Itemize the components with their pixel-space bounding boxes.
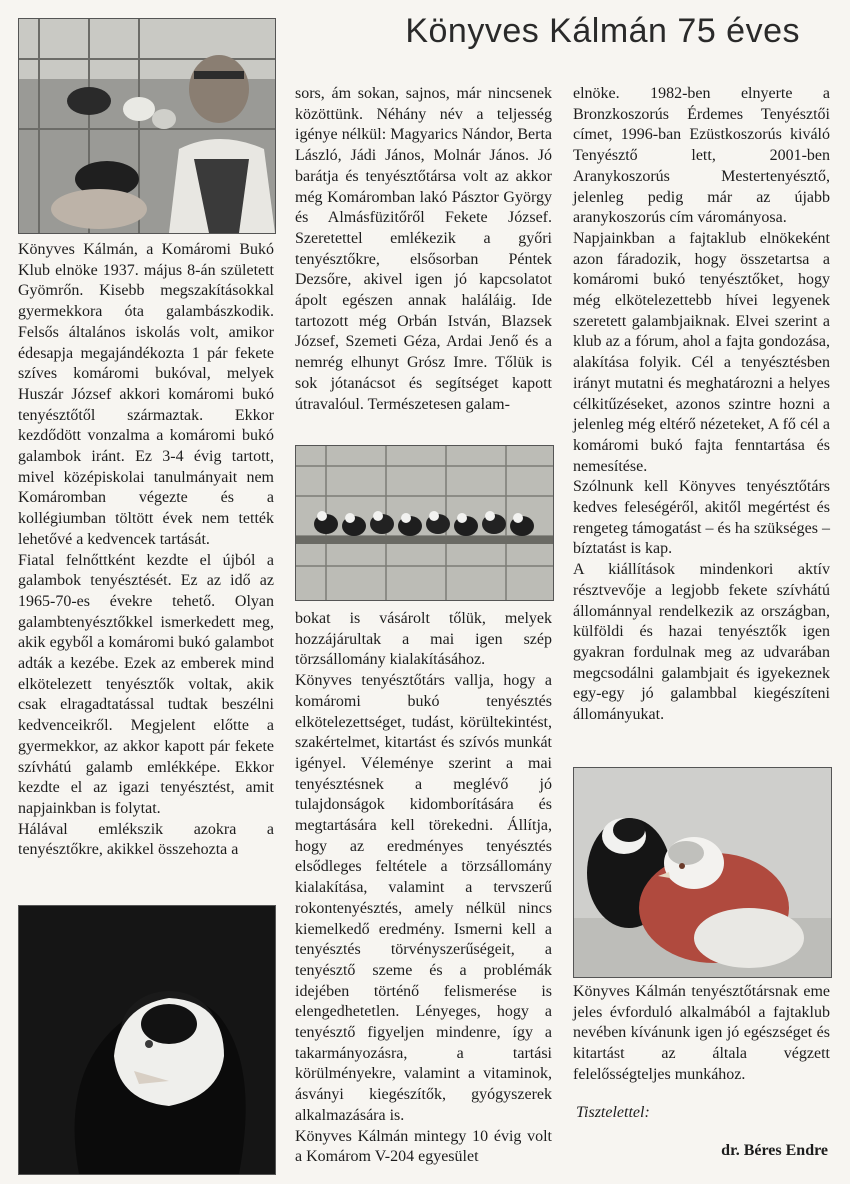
paragraph: Napjainkban a fajtaklub elnökeként azon fáradozik, hogy összetartsa a komáromi bukó tenyésztőket, hogy még elkötelezettebb hívei legyenek szeretett galambjaiknak. Elvei szerint a klub az a fórum, ahol a fajta gondozása, alakítása folyik. Cél a tenyésztésben irányt mutatni és meghatározni a helyes célkitűzéseket, azonos szintre hozni a jelenleg még eltérő nézeteket, A fő cél a komáromi bukó fajta fenntartása és nemesítése. xyxy=(573,229,830,475)
paragraph: elnöke. 1982-ben elnyerte a Bronzkoszorús Érdemes Tenyésztői címet, 1996-ban Ezüstkoszorús kiváló Tenyésztő lett, 2001-ben Aranykoszorús Mestertenyésztő, jelenleg pedig már az újabb aranykoszorús cím várományosa. xyxy=(573,85,830,227)
article-title: Könyves Kálmán 75 éves xyxy=(405,12,800,50)
article-column-2-top xyxy=(295,84,552,415)
photo-pigeon-head xyxy=(18,905,276,1175)
paragraph: A kiállítások mindenkori aktív résztvevője a legjobb fekete szívhátú állománnyal rendelkezik az országban, külföldi és hazai tenyésztők igen gyakran fordulnak meg az udvarában megcsodálni galambjait és igyekeznek egy-egy jó galambbal kiegészíteni állományukat. xyxy=(573,561,830,724)
article-column-2-bottom xyxy=(295,609,552,1168)
article-column-3 xyxy=(573,84,830,726)
photo-pigeons-in-loft xyxy=(295,445,554,601)
paragraph: sors, ám sokan, sajnos, már nincsenek közöttünk. Néhány név a teljesség igénye nélkül: Magyarics Nándor, Berta László, Jádi János, Molnár János. Jó barátja és tenyésztőtársa volt az akkor még Komáromban lakó Pásztor György és Almásfüzitőről Fekete József. Szeretettel emlékezik a győri tenyésztőkre, elsősorban Péntek Dezsőre, akivel igen jó kapcsolatot ápolt egészen annak haláláig. Ide tartozott még Orbán István, Blazsek József, Szemeti Géza, Ardai Jenő és a nemrég elhunyt Grósz Imre. Tőlük is sok jótanácsot és segítséget kapott útravalóul. Természetesen galam- xyxy=(295,85,552,413)
paragraph: Szólnunk kell Könyves tenyésztőtárs kedves feleségéről, akitől megértést és rengeteg támogatást – és ha szükséges – bíztatást is kap. xyxy=(573,478,830,558)
author-name: dr. Béres Endre xyxy=(721,1142,828,1159)
closing-paragraph: Könyves Kálmán tenyésztőtársnak eme jeles évforduló alkalmából a fajtaklub nevében kívánunk igen jó egészséget és kitartást az általa végzett felelősségteljes munkához. xyxy=(573,983,830,1083)
photo-pigeon-pair xyxy=(573,767,832,978)
paragraph: Könyves tenyésztőtárs vallja, hogy a komáromi bukó tenyésztés elkötelezettséget, tudást, körültekintést, szakértelmet, kitartást és szívós munkát igényel. Véleménye szerint a mai tenyésztésnek a meglévő jó tulajdonságok kidomborítására és megtartására kell törekedni. Állítja, hogy az eredményes tenyésztés elsődleges feltétele a törzsállomány kialakítása, valamint a tervszerű rokontenyésztés, amely nélkül nincs kiemelkedő eredmény. Ismerni kell a tenyésztés törvényszerűségeit, a tenyésztő szeme és a problémák idejében történő felismerése is elengedhetetlen. Lényeges, hogy a tenyésztő figyeljen mindenre, így a takarmányozásra, a tartási körülményekre, valamint a vitaminok, ásványi kiegészítők, gyógyszerek alkalmazására is. xyxy=(295,672,552,1124)
paragraph: Fiatal felnőttként kezdte el újból a galambok tenyésztését. Ez az idő az 1965-70-es évekre tehető. Olyan galambtenyésztőkkel ismerkedett meg, akik egyből a komáromi bukó galambot adták a kezébe. Ezek az emberek mind elkötelezett tenyésztők voltak, akik csak elragadtatással tudtak beszélni kedvenceikről. Megjelent előtte a gyermekkor, az akkor kapott pár fekete szívhátú galamb emlékképe. Ekkor kezdte el az igazi tenyésztést, amit napjainkban is folytat. xyxy=(18,551,274,817)
paragraph: Könyves Kálmán, a Komáromi Bukó Klub elnöke 1937. május 8-án született Gyömrőn. Kisebb megszakításokkal gyermekkora óta galambászkodik. Felsős általános iskolás volt, amikor édesapja megajándékozta 1 pár fekete szíves komáromi bukóval, melyek Huszár József akkori komáromi bukó tenyésztőtől származtak. Ekkor kezdődött vonzalma a komáromi bukó galambok iránt. Ez 3-4 évig tartott, mivel középiskolai tanulmányait nem Komáromban végezte és a kollégiumban töltött évek nem tették lehetővé a kedvencek tartását. xyxy=(18,241,274,548)
signoff: Tisztelettel: xyxy=(576,1104,650,1121)
article-column-1 xyxy=(18,240,274,861)
paragraph: Hálával emlékszik azokra a tenyésztőkre, akikkel összehozta a xyxy=(18,820,274,859)
paragraph: bokat is vásárolt tőlük, melyek hozzájárultak a mai igen szép törzsállomány kialakításához. xyxy=(295,610,552,669)
photo-man-with-pigeon xyxy=(18,18,276,234)
paragraph: Könyves Kálmán mintegy 10 évig volt a Komárom V-204 egyesület xyxy=(295,1127,552,1166)
